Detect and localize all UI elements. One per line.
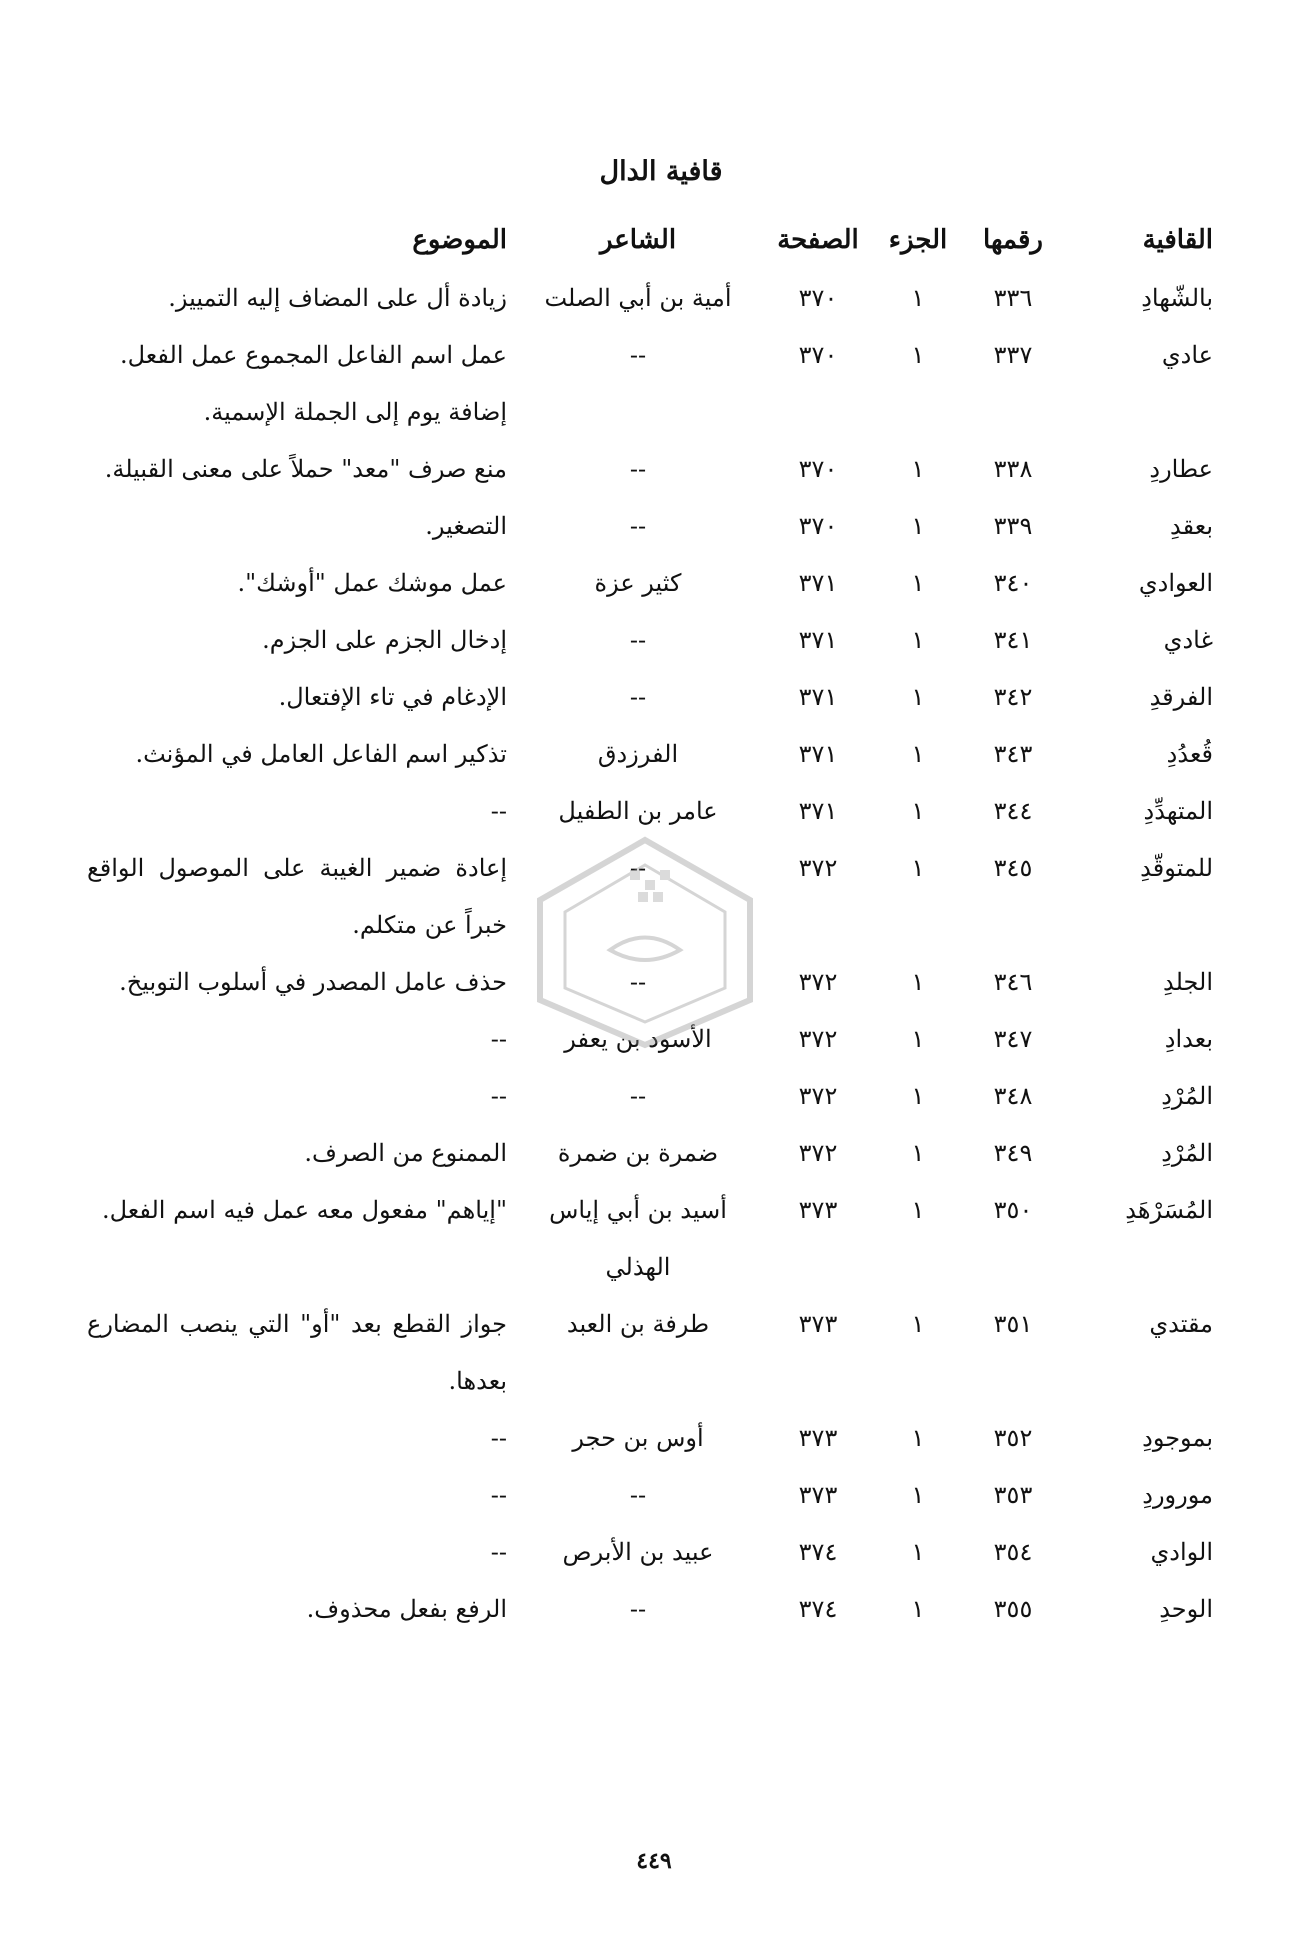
table-row — [87, 1467, 1213, 1524]
cell-number: ٣٣٧ — [993, 341, 1033, 369]
cell-page: ٣٧٢ — [798, 1082, 838, 1110]
table-row — [87, 555, 1213, 612]
cell-topic: إضافة يوم إلى الجملة الإسمية. — [203, 398, 507, 426]
cell-page: ٣٧٣ — [798, 1481, 838, 1509]
table-row — [87, 840, 1213, 954]
header-poet: الشاعر — [599, 225, 677, 255]
cell-poet: عبيد بن الأبرص — [562, 1538, 714, 1566]
cell-juz: ١ — [911, 512, 925, 540]
cell-juz: ١ — [911, 284, 925, 312]
cell-topic: حذف عامل المصدر في أسلوب التوبيخ. — [119, 968, 507, 996]
cell-poet: أمية بن أبي الصلت — [544, 284, 732, 312]
cell-qafiya: المُرْدِ — [1161, 1082, 1213, 1110]
cell-topic: الممنوع من الصرف. — [304, 1139, 507, 1167]
cell-qafiya: الوادي — [1150, 1538, 1213, 1566]
cell-number: ٣٥١ — [993, 1310, 1033, 1338]
cell-number: ٣٥٠ — [993, 1196, 1033, 1224]
cell-number: ٣٤٤ — [993, 797, 1033, 825]
table-row — [87, 1524, 1213, 1581]
cell-number: ٣٤٩ — [993, 1139, 1033, 1167]
cell-qafiya: المُرْدِ — [1161, 1139, 1213, 1167]
cell-poet: طرفة بن العبد — [566, 1310, 710, 1338]
cell-topic: إعادة ضمير الغيبة على الموصول الواقع خبراً عن متكلم. — [87, 854, 507, 939]
table-body — [87, 270, 1213, 1638]
cell-qafiya: قُعدُدِ — [1166, 740, 1213, 768]
cell-poet: -- — [629, 341, 647, 369]
cell-page: ٣٧١ — [798, 626, 838, 654]
table-row — [87, 1125, 1213, 1182]
cell-number: ٣٤٦ — [993, 968, 1033, 996]
table-row — [87, 726, 1213, 783]
cell-topic: عمل موشك عمل "أوشك". — [237, 569, 507, 597]
cell-juz: ١ — [911, 1595, 925, 1623]
cell-poet: -- — [629, 1082, 647, 1110]
cell-page: ٣٧٠ — [798, 341, 838, 369]
table-row — [87, 612, 1213, 669]
cell-poet: أسيد بن أبي إياس الهذلي — [549, 1196, 727, 1281]
table-row — [87, 1296, 1213, 1410]
cell-topic: الإدغام في تاء الإفتعال. — [278, 683, 507, 711]
section-title-text: قافية الدال — [599, 156, 723, 187]
cell-juz: ١ — [911, 626, 925, 654]
cell-juz: ١ — [911, 1082, 925, 1110]
table-row — [87, 441, 1213, 498]
cell-page: ٣٧٣ — [798, 1424, 838, 1452]
cell-juz: ١ — [911, 1481, 925, 1509]
cell-poet: الأسود بن يعفر — [564, 1025, 712, 1053]
cell-topic: -- — [490, 797, 507, 825]
cell-page: ٣٧٢ — [798, 1139, 838, 1167]
cell-poet: الفرزدق — [597, 740, 679, 768]
header-topic: الموضوع — [412, 225, 507, 255]
cell-poet: -- — [629, 512, 647, 540]
cell-qafiya — [1063, 384, 1213, 441]
cell-number: ٣٣٩ — [993, 512, 1033, 540]
cell-topic: "إياهم" مفعول معه عمل فيه اسم الفعل. — [101, 1196, 507, 1224]
table-row — [87, 1068, 1213, 1125]
cell-juz: ١ — [911, 797, 925, 825]
cell-page: ٣٧١ — [798, 683, 838, 711]
cell-qafiya: عادي — [1161, 341, 1213, 369]
cell-page: ٣٧٤ — [798, 1538, 838, 1566]
cell-topic: منع صرف "معد" حملاً على معنى القبيلة. — [104, 455, 507, 483]
cell-number: ٣٤٨ — [993, 1082, 1033, 1110]
cell-page: ٣٧٤ — [798, 1595, 838, 1623]
cell-poet: -- — [629, 1481, 647, 1509]
cell-page: ٣٧٣ — [798, 1310, 838, 1338]
cell-page: ٣٧١ — [798, 740, 838, 768]
cell-qafiya: الجلدِ — [1162, 968, 1213, 996]
table-row — [87, 1581, 1213, 1638]
cell-number: ٣٣٨ — [993, 455, 1033, 483]
cell-topic: -- — [490, 1424, 507, 1452]
cell-number: ٣٤٣ — [993, 740, 1033, 768]
table-row — [87, 1182, 1213, 1296]
cell-qafiya: المُسَرْهَدِ — [1125, 1196, 1213, 1224]
cell-qafiya: مقتدي — [1149, 1310, 1213, 1338]
cell-juz: ١ — [911, 455, 925, 483]
cell-juz: ١ — [911, 1424, 925, 1452]
cell-qafiya: موروردِ — [1142, 1481, 1213, 1509]
rhyme-index-table — [87, 210, 1213, 1638]
cell-juz: ١ — [911, 1310, 925, 1338]
cell-poet: ضمرة بن ضمرة — [557, 1139, 719, 1167]
cell-topic: -- — [490, 1025, 507, 1053]
cell-page: ٣٧٠ — [798, 455, 838, 483]
cell-number: ٣٤١ — [993, 626, 1033, 654]
cell-juz: ١ — [911, 1025, 925, 1053]
cell-qafiya: بموجودِ — [1142, 1424, 1213, 1452]
cell-page: ٣٧٠ — [798, 284, 838, 312]
cell-qafiya: عطاردِ — [1149, 455, 1213, 483]
cell-qafiya: الفرقدِ — [1149, 683, 1213, 711]
cell-page: ٣٧١ — [798, 797, 838, 825]
cell-number: ٣٤٠ — [993, 569, 1033, 597]
cell-page: ٣٧٠ — [798, 512, 838, 540]
cell-number: ٣٣٦ — [993, 284, 1033, 312]
table-row — [87, 384, 1213, 441]
table-row — [87, 327, 1213, 384]
table-row — [87, 669, 1213, 726]
table-row — [87, 783, 1213, 840]
cell-number: ٣٤٧ — [993, 1025, 1033, 1053]
table-header-row — [87, 210, 1213, 270]
cell-qafiya: المتهدِّدِ — [1143, 797, 1213, 825]
cell-juz: ١ — [911, 1139, 925, 1167]
cell-juz: ١ — [911, 569, 925, 597]
cell-number: ٣٥٥ — [993, 1595, 1033, 1623]
cell-poet: أوس بن حجر — [572, 1424, 704, 1452]
cell-topic: تذكير اسم الفاعل العامل في المؤنث. — [135, 740, 507, 768]
cell-page: ٣٧١ — [798, 569, 838, 597]
cell-page: ٣٧٣ — [798, 1196, 838, 1224]
page-number: ٤٤٩ — [636, 1848, 672, 1874]
cell-page: ٣٧٢ — [798, 968, 838, 996]
cell-juz: ١ — [911, 968, 925, 996]
cell-qafiya: بعدادِ — [1164, 1025, 1213, 1053]
cell-qafiya: الوحدِ — [1159, 1595, 1213, 1623]
cell-number: ٣٥٤ — [993, 1538, 1033, 1566]
cell-number: ٣٥٣ — [993, 1481, 1033, 1509]
cell-topic: -- — [490, 1082, 507, 1110]
header-number: رقمها — [983, 225, 1043, 255]
section-title — [0, 156, 1308, 187]
cell-topic: الرفع بفعل محذوف. — [306, 1595, 507, 1623]
cell-poet: -- — [629, 1595, 647, 1623]
table-row — [87, 270, 1213, 327]
cell-juz: ١ — [911, 1538, 925, 1566]
header-qafiya: القافية — [1142, 225, 1213, 255]
header-juz: الجزء — [888, 225, 948, 255]
cell-qafiya: بعقدِ — [1170, 512, 1213, 540]
cell-number: ٣٤٥ — [993, 854, 1033, 882]
cell-juz: ١ — [911, 341, 925, 369]
cell-qafiya: بالشّهادِ — [1141, 284, 1213, 312]
cell-poet: -- — [629, 968, 647, 996]
cell-qafiya: للمتوقّدِ — [1140, 854, 1213, 882]
table-row — [87, 954, 1213, 1011]
cell-poet: كثير عزة — [594, 569, 682, 597]
cell-number — [963, 384, 1063, 441]
cell-juz — [873, 384, 963, 441]
table-row — [87, 1011, 1213, 1068]
table-row — [87, 498, 1213, 555]
cell-topic: عمل اسم الفاعل المجموع عمل الفعل. — [119, 341, 507, 369]
cell-poet: عامر بن الطفيل — [558, 797, 718, 825]
cell-juz: ١ — [911, 1196, 925, 1224]
cell-juz: ١ — [911, 740, 925, 768]
cell-page: ٣٧٢ — [798, 1025, 838, 1053]
cell-juz: ١ — [911, 683, 925, 711]
cell-poet — [513, 384, 763, 441]
cell-topic: التصغير. — [425, 512, 507, 540]
cell-topic: إدخال الجزم على الجزم. — [262, 626, 507, 654]
cell-juz: ١ — [911, 854, 925, 882]
cell-qafiya: العوادي — [1138, 569, 1213, 597]
cell-topic: -- — [490, 1481, 507, 1509]
table-row — [87, 1410, 1213, 1467]
header-page: الصفحة — [777, 225, 859, 255]
cell-page — [763, 384, 873, 441]
cell-number: ٣٥٢ — [993, 1424, 1033, 1452]
cell-topic: -- — [490, 1538, 507, 1566]
cell-qafiya: غادي — [1163, 626, 1213, 654]
cell-page: ٣٧٢ — [798, 854, 838, 882]
cell-topic: جواز القطع بعد "أو" التي ينصب المضارع بعدها. — [87, 1310, 507, 1395]
cell-poet: -- — [629, 455, 647, 483]
cell-topic: زيادة أل على المضاف إليه التمييز. — [168, 284, 507, 312]
cell-poet: -- — [629, 854, 647, 882]
cell-number: ٣٤٢ — [993, 683, 1033, 711]
cell-poet: -- — [629, 626, 647, 654]
cell-poet: -- — [629, 683, 647, 711]
